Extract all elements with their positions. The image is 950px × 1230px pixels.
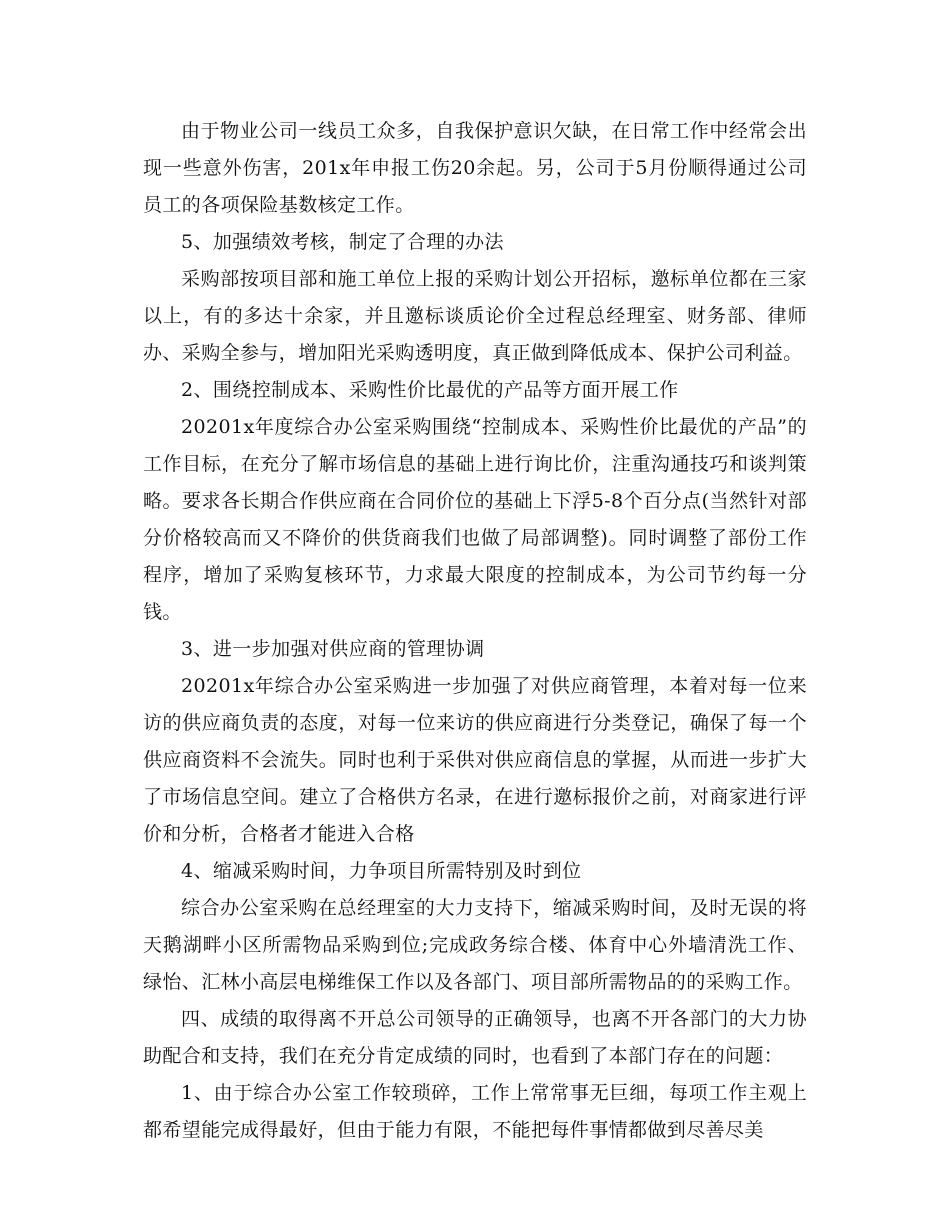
paragraph-procurement-time: 综合办公室采购在总经理室的大力支持下，缩减采购时间，及时无误的将天鹅湖畔小区所需物品采购到位;完成政务综合楼、体育中心外墙清洗工作、绿怡、汇林小高层电梯维保工作以及各部门、项目部所需物品的的采购工作。 <box>143 897 807 993</box>
heading-performance-assessment: 5、加强绩效考核，制定了合理的办法 <box>181 231 504 253</box>
paragraph-injury-insurance: 由于物业公司一线员工众多，自我保护意识欠缺，在日常工作中经常会出现一些意外伤害，201x年申报工伤20余起。另，公司于5月份顺得通过公司员工的各项保险基数核定工作。 <box>143 120 807 216</box>
paragraph-supplier-management: 20201x年综合办公室采购进一步加强了对供应商管理，本着对每一位来访的供应商负责的态度，对每一位来访的供应商进行分类登记，确保了每一个供应商资料不会流失。同时也利于采供对供应商信息的掌握，从而进一步扩大了市场信息空间。建立了合格供方名录，在进行邀标报价之前，对商家进行评价和分析，合格者才能进入合格 <box>143 675 807 845</box>
paragraph-cost-control: 20201x年度综合办公室采购围绕“控制成本、采购性价比最优的产品”的工作目标，在充分了解市场信息的基础上进行询比价，注重沟通技巧和谈判策略。要求各长期合作供应商在合同价位的基础上下浮5-8个百分点(当然针对部分价格较高而又不降价的供货商我们也做了局部调整)。同时调整了部份工作程序，增加了采购复核环节，力求最大限度的控制成本，为公司节约每一分钱。 <box>143 416 807 623</box>
heading-cost-control: 2、围绕控制成本、采购性价比最优的产品等方面开展工作 <box>181 379 679 401</box>
document-body <box>143 113 807 1149</box>
heading-supplier-management: 3、进一步加强对供应商的管理协调 <box>181 638 485 660</box>
paragraph-public-tender: 采购部按项目部和施工单位上报的采购计划公开招标，邀标单位都在三家以上，有的多达十余家，并且邀标谈质论价全过程总经理室、财务部、律师办、采购全参与，增加阳光采购透明度，真正做到降低成本、保护公司利益。 <box>143 268 807 364</box>
paragraph-achievements-problems: 四、成绩的取得离不开总公司领导的正确领导，也离不开各部门的大力协助配合和支持，我们在充分肯定成绩的同时，也看到了本部门存在的问题： <box>143 1008 807 1067</box>
heading-procurement-time: 4、缩减采购时间，力争项目所需特别及时到位 <box>181 860 582 882</box>
paragraph-problem-one: 1、由于综合办公室工作较琐碎，工作上常常事无巨细，每项工作主观上都希望能完成得最好，但由于能力有限，不能把每件事情都做到尽善尽美 <box>143 1082 807 1141</box>
